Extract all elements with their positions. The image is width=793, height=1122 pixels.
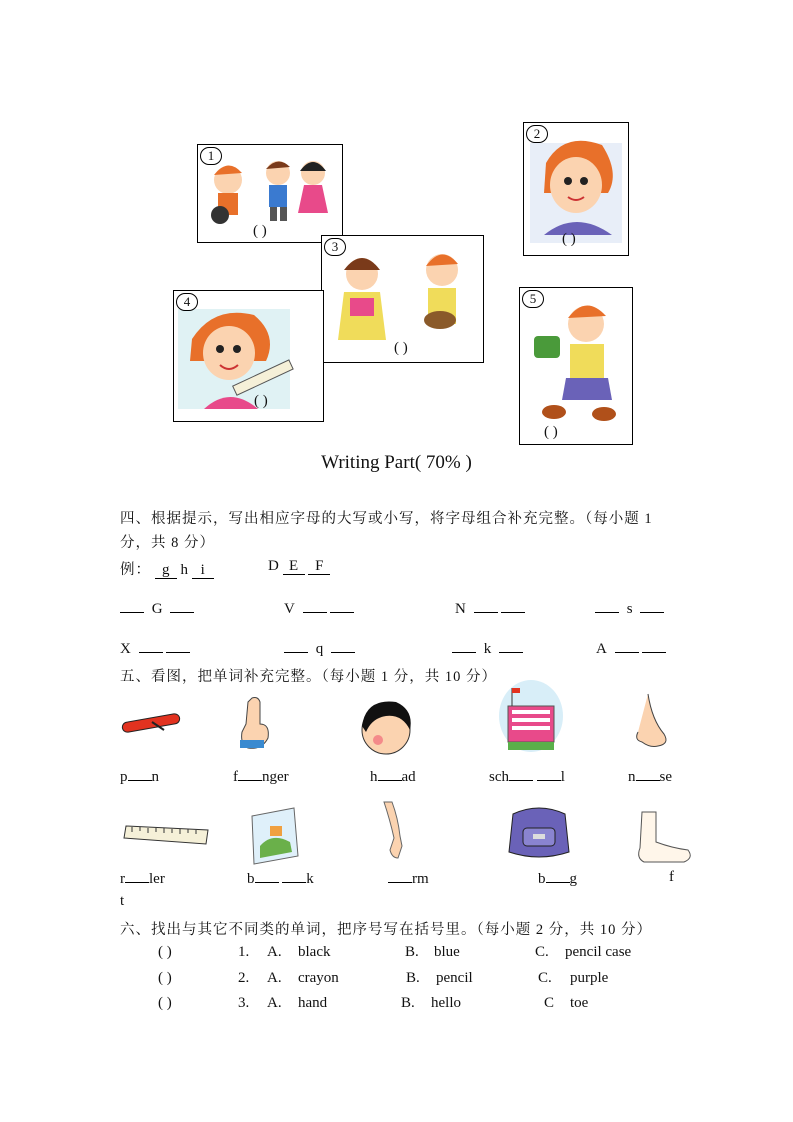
question-row xyxy=(158,944,658,964)
word-part: g xyxy=(569,871,577,887)
word-item xyxy=(233,767,289,786)
word-part: f xyxy=(233,769,238,785)
option-label: C. xyxy=(538,970,552,986)
given-letter: k xyxy=(483,641,492,657)
letter-blank[interactable] xyxy=(615,639,639,653)
answer-paren[interactable]: ( ) xyxy=(253,223,267,239)
word-part: ler xyxy=(149,871,165,887)
option-word: pencil case xyxy=(565,944,632,960)
section4-instruction: 四、根据提示，写出相应字母的大写或小写，将字母组合补充完整。（每小题 1 xyxy=(120,511,653,527)
option-word: purple xyxy=(570,970,609,986)
letter-blank[interactable] xyxy=(331,639,355,653)
letter-blank[interactable] xyxy=(642,639,666,653)
answer-paren[interactable]: ( ) xyxy=(158,970,172,986)
letter-group xyxy=(452,639,523,658)
option-label: C xyxy=(544,995,555,1011)
question-row xyxy=(158,995,658,1015)
word-item xyxy=(388,869,429,888)
picture-card-5 xyxy=(519,287,633,445)
option-word: hello xyxy=(431,995,461,1011)
option-label: B. xyxy=(401,995,415,1011)
pen-icon xyxy=(118,710,184,736)
picture-card-4 xyxy=(173,290,324,422)
word-part: h xyxy=(370,769,378,785)
example-row-upper xyxy=(268,558,330,575)
picture-number: 2 xyxy=(526,125,548,143)
picture-number: 5 xyxy=(522,290,544,308)
letter-group xyxy=(455,599,525,618)
picture-card-2 xyxy=(523,122,629,256)
given-letter: X xyxy=(120,641,131,657)
word-part: r xyxy=(120,871,125,887)
option-word: toe xyxy=(570,995,589,1011)
word-blank[interactable] xyxy=(128,767,152,781)
answer-paren[interactable]: ( ) xyxy=(544,424,558,440)
given-letter: A xyxy=(596,641,607,657)
letter-group xyxy=(120,639,190,658)
letter-blank[interactable] xyxy=(303,599,327,613)
picture-card-3 xyxy=(321,235,484,363)
question-number: 3. xyxy=(238,995,250,1011)
letter-blank[interactable] xyxy=(474,599,498,613)
option-word: blue xyxy=(434,944,460,960)
word-item-start: f xyxy=(669,869,674,885)
word-part: sch xyxy=(489,769,509,785)
option-word: black xyxy=(298,944,331,960)
letter-blank[interactable] xyxy=(452,639,476,653)
option-label: A. xyxy=(267,995,282,1011)
word-part: k xyxy=(306,871,314,887)
example-letter: i xyxy=(192,562,214,579)
example-row xyxy=(120,558,214,579)
section-title: Writing Part( 70% ) xyxy=(321,452,472,473)
letter-blank[interactable] xyxy=(139,639,163,653)
example-letter: D xyxy=(268,558,279,574)
word-part: n xyxy=(151,769,159,785)
example-letter: g xyxy=(155,562,177,579)
word-part: n xyxy=(628,769,636,785)
answer-paren[interactable]: ( ) xyxy=(254,393,268,409)
letter-blank[interactable] xyxy=(501,599,525,613)
word-item xyxy=(120,767,159,786)
foot-icon xyxy=(632,808,696,866)
finger-icon xyxy=(236,694,276,752)
letter-group xyxy=(284,599,354,618)
example-letter: h xyxy=(180,562,188,578)
word-blank[interactable] xyxy=(537,767,561,781)
girl-with-ruler-icon xyxy=(174,291,323,421)
word-blank[interactable] xyxy=(282,869,306,883)
option-label: B. xyxy=(406,970,420,986)
word-part: ad xyxy=(401,769,416,785)
word-blank[interactable] xyxy=(238,767,262,781)
word-part: b xyxy=(247,871,255,887)
word-part: nger xyxy=(262,769,289,785)
word-blank[interactable] xyxy=(546,869,570,883)
book-icon xyxy=(246,806,302,866)
word-blank[interactable] xyxy=(636,767,660,781)
picture-card-1 xyxy=(197,144,343,243)
example-letter: E xyxy=(283,558,305,575)
word-item xyxy=(120,869,165,888)
letter-blank[interactable] xyxy=(166,639,190,653)
word-item xyxy=(628,767,672,786)
given-letter: q xyxy=(315,641,324,657)
ruler-icon xyxy=(122,822,212,848)
word-part: l xyxy=(560,769,565,785)
section4-instruction-cont: 分，共 8 分） xyxy=(120,535,215,551)
nose-icon xyxy=(628,690,674,752)
given-letter: s xyxy=(626,601,633,617)
word-item xyxy=(370,767,416,786)
word-item-end: t xyxy=(120,893,125,909)
word-item xyxy=(489,767,565,786)
picture-number: 3 xyxy=(324,238,346,256)
arm-icon xyxy=(378,800,408,862)
example-letter: F xyxy=(308,558,330,575)
letter-blank[interactable] xyxy=(595,599,619,613)
answer-paren[interactable]: ( ) xyxy=(158,995,172,1011)
option-label: A. xyxy=(267,944,282,960)
letter-blank[interactable] xyxy=(170,599,194,613)
letter-group xyxy=(284,639,355,658)
word-blank[interactable] xyxy=(378,767,402,781)
word-blank[interactable] xyxy=(388,869,412,883)
given-letter: V xyxy=(284,601,295,617)
question-number: 2. xyxy=(238,970,250,986)
letter-blank[interactable] xyxy=(640,599,664,613)
letter-group xyxy=(595,599,664,618)
answer-paren[interactable]: ( ) xyxy=(562,231,576,247)
question-number: 1. xyxy=(238,944,250,960)
section5-instruction: 五、看图，把单词补充完整。（每小题 1 分，共 10 分） xyxy=(120,669,497,685)
word-blank[interactable] xyxy=(125,869,149,883)
answer-paren[interactable]: ( ) xyxy=(158,944,172,960)
letter-group xyxy=(596,639,666,658)
word-item xyxy=(538,869,577,888)
picture-number: 1 xyxy=(200,147,222,165)
word-blank[interactable] xyxy=(509,767,533,781)
letter-blank[interactable] xyxy=(330,599,354,613)
example-label: 例： xyxy=(120,562,151,578)
picture-number: 4 xyxy=(176,293,198,311)
word-item xyxy=(247,869,314,888)
letter-blank[interactable] xyxy=(499,639,523,653)
section6-instruction: 六、找出与其它不同类的单词，把序号写在括号里。（每小题 2 分，共 10 分） xyxy=(120,922,652,938)
option-word: hand xyxy=(298,995,328,1011)
school-icon xyxy=(498,680,564,754)
option-word: crayon xyxy=(298,970,339,986)
word-part: p xyxy=(120,769,128,785)
question-row xyxy=(158,970,658,990)
option-word: pencil xyxy=(436,970,473,986)
letter-group xyxy=(120,599,194,618)
head-icon xyxy=(356,696,416,758)
given-letter: N xyxy=(455,601,466,617)
letter-blank[interactable] xyxy=(284,639,308,653)
option-label: A. xyxy=(267,970,282,986)
letter-blank[interactable] xyxy=(120,599,144,613)
answer-paren[interactable]: ( ) xyxy=(394,340,408,356)
option-label: C. xyxy=(535,944,549,960)
boy-with-bag-icon xyxy=(520,288,632,444)
option-label: B. xyxy=(405,944,419,960)
bag-icon xyxy=(503,804,575,860)
word-part: se xyxy=(659,769,672,785)
word-blank[interactable] xyxy=(255,869,279,883)
given-letter: G xyxy=(151,601,163,617)
word-part: rm xyxy=(412,871,429,887)
word-part: b xyxy=(538,871,546,887)
